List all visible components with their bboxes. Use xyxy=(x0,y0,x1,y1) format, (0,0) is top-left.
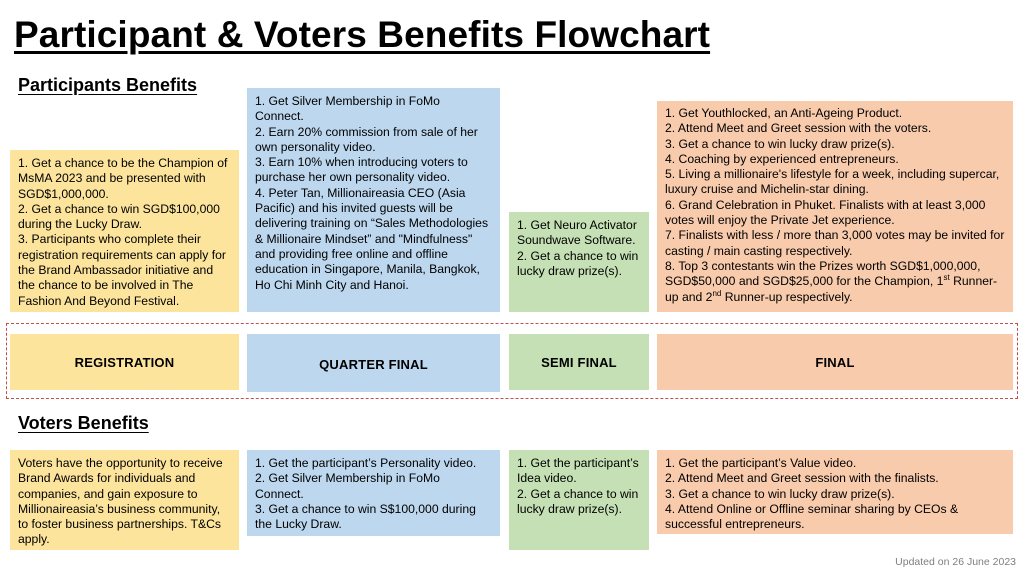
updated-date: Updated on 26 June 2023 xyxy=(895,556,1016,568)
benefit-item: 2. Earn 20% commission from sale of her own personality video. xyxy=(255,124,478,154)
voter-semi-final-box xyxy=(509,450,649,550)
benefit-item: 7. Finalists with less / more than 3,000 votes may be invited for casting / main casting respectively. xyxy=(665,228,1005,258)
benefit-item: 3. Earn 10% when introducing voters to purchase her own personality video. xyxy=(255,155,468,185)
stage-quarter-final: QUARTER FINAL xyxy=(247,334,500,392)
benefit-item: 3. Participants who complete their registration requirements can apply for the Brand Ambassador initiative and the chance to be involved in The Fashion And Beyond Festival. xyxy=(18,232,226,308)
benefit-item: 1. Get Silver Membership in FoMo Connect. xyxy=(255,94,440,124)
page-title: Participant & Voters Benefits Flowchart xyxy=(14,14,711,55)
benefit-item: 1. Get the participant’s Value video. xyxy=(665,456,857,470)
benefit-item: 2. Attend Meet and Greet session with the finalists. xyxy=(665,471,939,486)
benefit-item: 1. Get the participant’s Idea video. xyxy=(517,456,639,486)
benefit-item: 2. Attend Meet and Greet session with the voters. xyxy=(665,121,932,136)
stage-semi-final: SEMI FINAL xyxy=(509,334,649,390)
benefit-item: 6. Grand Celebration in Phuket. Finalists with at least 3,000 votes will enjoy the Private Jet experience. xyxy=(665,197,986,228)
benefit-item: 4. Peter Tan, Millionaireasia CEO (Asia Pacific) and his invited guests will be delivering training on “Sales Methodologies & Millionaire Mindset” and "Mindfulness" and providing free online and offline education in Singapore, Manila, Bangkok, Ho Chi Minh City and Hanoi. xyxy=(255,185,489,292)
benefit-item: 2. Get Silver Membership in FoMo Connect. xyxy=(255,471,440,501)
benefit-item: 1. Get Youthlocked, an Anti-Ageing Product. xyxy=(665,106,903,120)
participant-semi-final-box xyxy=(509,212,649,312)
benefit-item: 3. Get a chance to win lucky draw prize(s). xyxy=(665,136,895,151)
benefit-item: 2. Get a chance to win lucky draw prize(s). xyxy=(517,248,639,278)
benefit-item-prizes: 8. Top 3 contestants win the Prizes worth SGD$1,000,000, SGD$50,000 and SGD$25,000 for the Champion, 1st Runner-up and 2nd Runner-up respectively. xyxy=(665,258,998,304)
benefit-item: 1. Get Neuro Activator Soundwave Software. xyxy=(517,218,637,248)
participant-registration-box xyxy=(10,150,239,312)
voters-heading: Voters Benefits xyxy=(18,413,149,433)
stage-final: FINAL xyxy=(657,334,1013,390)
benefit-item: 4. Attend Online or Offline seminar sharing by CEOs & successful entrepreneurs. xyxy=(665,501,959,532)
benefit-item: Voters have the opportunity to receive Brand Awards for individuals and companies, and gain exposure to Millionaireasia’s business community, to foster business partnerships. T&Cs apply. xyxy=(18,456,223,547)
benefit-item: 3. Get a chance to win S$100,000 during the Lucky Draw. xyxy=(255,501,476,532)
voter-registration-box xyxy=(10,450,239,550)
benefit-item: 5. Living a millionaire's lifestyle for a week, including supercar, luxury cruise and Michelin-star dining. xyxy=(665,167,1000,197)
participants-heading: Participants Benefits xyxy=(18,75,198,95)
voter-quarter-final-box xyxy=(247,450,500,536)
benefit-item: 1. Get a chance to be the Champion of MsMA 2023 and be presented with SGD$1,000,000. xyxy=(18,156,228,201)
benefit-item: 1. Get the participant’s Personality video. xyxy=(255,456,477,470)
benefit-item: 3. Get a chance to win lucky draw prize(s). xyxy=(665,486,895,501)
stage-registration: REGISTRATION xyxy=(10,334,239,390)
benefit-item: 2. Get a chance to win SGD$100,000 during the Lucky Draw. xyxy=(18,201,220,232)
participant-quarter-final-box xyxy=(247,88,500,312)
benefit-item: 2. Get a chance to win lucky draw prize(s). xyxy=(517,486,639,516)
benefit-item: 4. Coaching by experienced entrepreneurs. xyxy=(665,151,899,166)
participant-final-box xyxy=(657,101,1013,312)
voter-final-box xyxy=(657,450,1013,534)
